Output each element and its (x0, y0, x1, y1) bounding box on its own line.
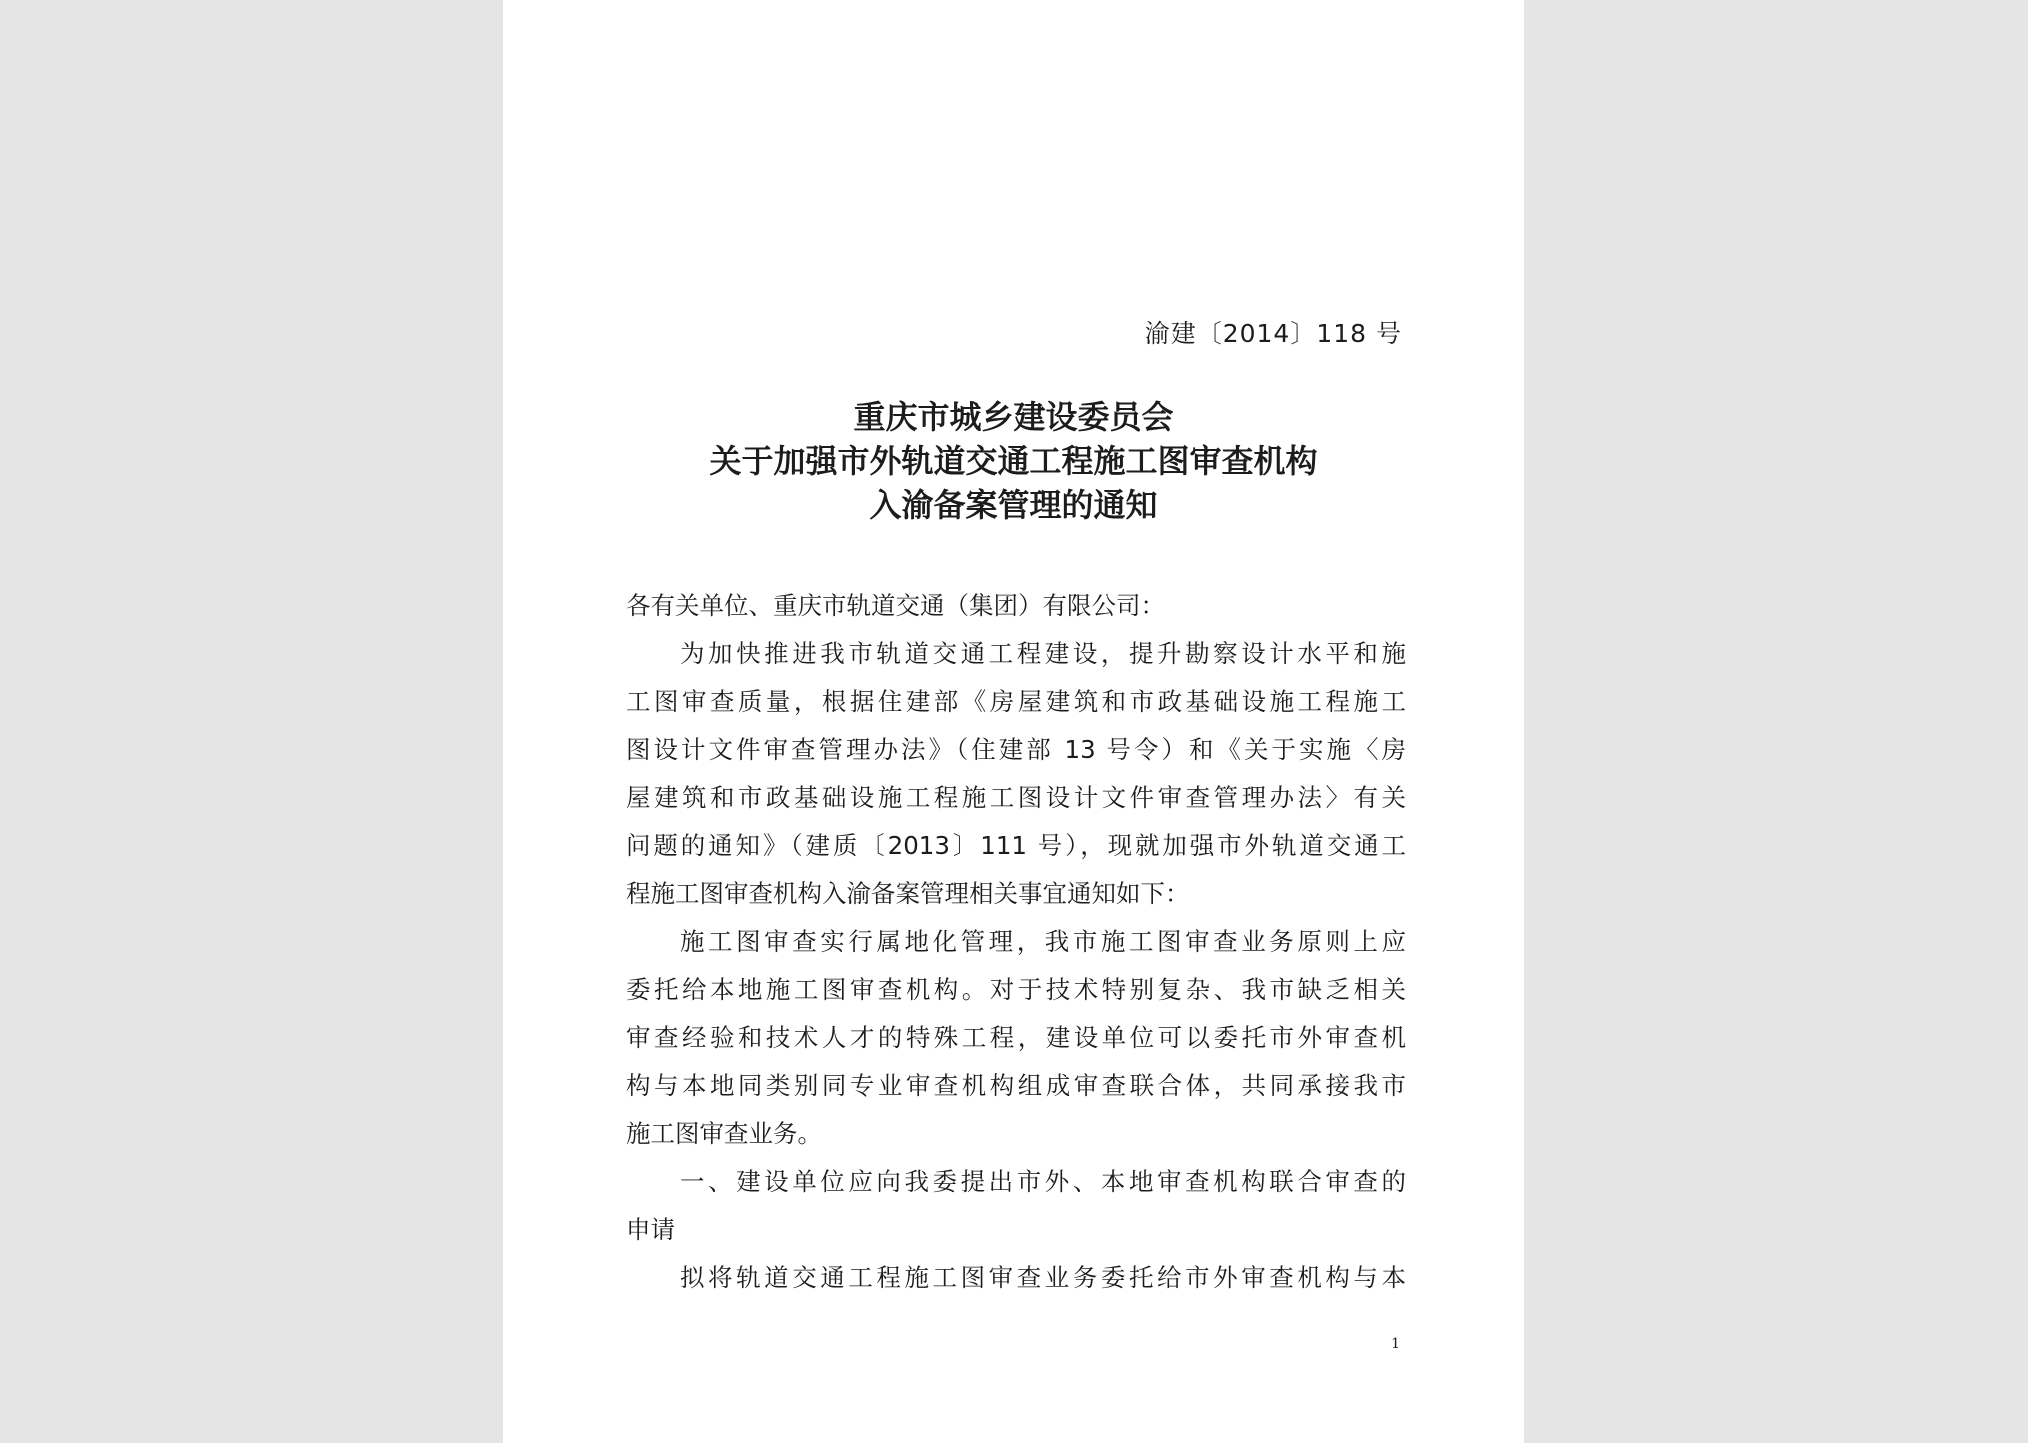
text-line: 为加快推进我市轨道交通工程建设，提升勘察设计水平和施 (680, 639, 1406, 668)
text-line: 屋建筑和市政基础设施工程施工图设计文件审查管理办法〉有关 (626, 783, 1406, 812)
document-number: 渝建〔2014〕118 号 (1144, 319, 1402, 348)
text-line: 程施工图审查机构入渝备案管理相关事宜通知如下： (626, 879, 1190, 908)
page-number: 1 (1391, 1336, 1400, 1352)
text-line: 问题的通知》（建质〔2013〕111 号），现就加强市外轨道交通工 (626, 831, 1406, 860)
text-line: 审查经验和技术人才的特殊工程，建设单位可以委托市外审查机 (626, 1023, 1406, 1052)
paragraph-2 (626, 918, 1406, 1158)
text-line: 申请 (626, 1215, 675, 1244)
text-line: 委托给本地施工图审查机构。对于技术特别复杂、我市缺乏相关 (626, 975, 1406, 1004)
text-line: 施工图审查实行属地化管理，我市施工图审查业务原则上应 (680, 927, 1406, 956)
text-line: 一、建设单位应向我委提出市外、本地审查机构联合审查的 (680, 1167, 1406, 1196)
text-line: 图设计文件审查管理办法》（住建部 13 号令）和《关于实施〈房 (626, 735, 1406, 764)
text-line: 拟将轨道交通工程施工图审查业务委托给市外审查机构与本 (680, 1263, 1406, 1292)
paragraph-3-heading (626, 1158, 1406, 1254)
document-body (626, 582, 1406, 1302)
salutation: 各有关单位、重庆市轨道交通（集团）有限公司： (626, 591, 1165, 620)
paragraph-4 (626, 1254, 1406, 1302)
title-line: 入渝备案管理的通知 (869, 486, 1158, 524)
paragraph-1 (626, 630, 1406, 918)
title-line: 关于加强市外轨道交通工程施工图审查机构 (709, 442, 1318, 480)
title-line: 重庆市城乡建设委员会 (853, 398, 1174, 436)
text-line: 构与本地同类别同专业审查机构组成审查联合体，共同承接我市 (626, 1071, 1406, 1100)
text-line: 施工图审查业务。 (626, 1119, 822, 1148)
document-title (503, 395, 1524, 527)
document-page (503, 0, 1524, 1443)
text-line: 工图审查质量，根据住建部《房屋建筑和市政基础设施工程施工 (626, 687, 1406, 716)
